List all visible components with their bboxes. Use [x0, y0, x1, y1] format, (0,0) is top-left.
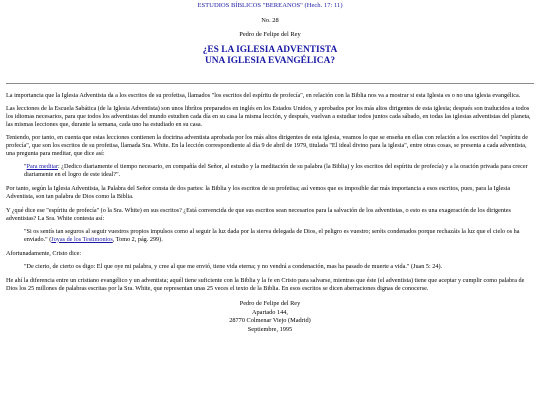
quote-para-meditar-text: : ¿Dedico diariamente el tiempo necesario, en compañía del Señor, al estudio y la meditación de su palabra (la Biblia) y los escritos del espíritu de profecía) y a la oración privada para crecer diariamente en el logro de este ideal?". — [24, 163, 528, 179]
paragraph-afortunadamente: Afortunadamente, Cristo dice: — [6, 249, 82, 257]
quote-white-text: "Si os sentís tan seguros al seguir vuestros propios impulsos como al seguir la luz dada por la sierva delegada de Dios, el peligro es vuestro; seréis condenados porque rechazáis la luz que el cielo os ha enviado." ( — [24, 227, 520, 243]
title-line-1: ¿ES LA IGLESIA ADVENTISTA — [202, 45, 338, 56]
quote-white-citation: , Tomo 2, pág. 299). — [112, 235, 163, 243]
signature-name: Pedro de Felipe del Rey — [239, 300, 301, 308]
study-number: No. 28 — [261, 16, 279, 24]
paragraph-escuela-sabatica: Las lecciones de la Escuela Sabática (de la Iglesia Adventista) son unos librítos preparados en inglés en los Estados Unidos, y aprobados por los más altos dirigentes de esta iglesia; después son traducidos a todos los idiomas necesarios, para que todos los adventistas del mundo estudien cada día en su casa la misma lección, y después, vuelvan a estudiar todos juntos cada sábado, en todas las iglesias adventistas del planeta, las mismas lecciones que, durante la semana, cada uno ha estudiado en su casa. — [6, 104, 531, 129]
paragraph-diferencia: He ahí la diferencia entre un cristiano evangélico y un adventista; aquél tiene suficiente con la Biblia y la fe en Cristo para salvarse, mientras que éste (el adventista) tiene que aceptar y cumplir como palabra de Dios los 25 millones de palabras escritas por la Sra. White, que representan unas 25 veces el texto de la Biblia. En esos escritos se dicen aberraciones dignas de conocerse. — [6, 276, 525, 292]
signature-address-1: Apartado 144, — [251, 308, 289, 316]
page-title — [6, 45, 534, 67]
signature-address-2: 28770 Colmenar Viejo (Madrid) — [229, 317, 311, 325]
series-heading: ESTUDIOS BÍBLICOS "BEREANOS" (Hech. 17: 11) — [197, 2, 343, 9]
document-page — [0, 2, 540, 407]
paragraph-espiritu-profecia: Y ¿qué dice ese "espíritu de profecía" (o la Sra. White) en sus escritos? ¿Está convencida de que sus escritos sean necesarios para la salvación de los adventistas, o esto es una exageración de los dirigentes adventistas? La Sra. White contesta así: — [6, 206, 511, 222]
signature-block — [6, 300, 534, 334]
title-line-2: UNA IGLESIA EVANGÉLICA? — [204, 56, 336, 67]
author-name: Pedro de Felipe del Rey — [239, 30, 301, 38]
quote-open-mark: " — [24, 163, 27, 171]
para-meditar-link[interactable]: Para meditar — [26, 163, 58, 171]
joyas-testimonios-link[interactable]: Joyas de los Testimonios — [51, 235, 113, 243]
section-divider — [6, 83, 534, 84]
quote-para-meditar — [24, 163, 534, 179]
paragraph-intro: La importancia que la Iglesia Adventista da a los escritos de su profetisa, llamados "los escritos del espíritu de profecía", en relación con la Biblia nos va a mostrar si esta Iglesia es o no una iglesia evangélica. — [6, 91, 521, 99]
paragraph-lecciones: Teniendo, por tanto, en cuenta que estas lecciones contienen la doctrina adventista aprobada por los más altos dirigentes de esta iglesia, veamos lo que se enseña en ellas con relación a los escritos del "espíritu de profecía", que son los escritos de su profetisa, llamada Sra. White. En la lección correspondiente al día 9 de abril de 1979, titulada "El ideal divino para la iglesia", entre otras cosas, se presenta a cada adventista, una pregunta para meditar, que dice así: — [6, 134, 529, 158]
quote-white — [24, 228, 534, 244]
paragraph-palabra-del-senor: Por tanto, según la Iglesia Adventista, la Palabra del Señor consta de dos partes: la Biblia y los escritos de su profetisa; así vemos que es imposible dar más importancia a esos escritos, pues, para la Iglesia Adventista, son tan palabra de Dios como la Biblia. — [6, 185, 511, 201]
signature-date: Septiembre, 1995 — [247, 325, 293, 333]
quote-juan: "De cierto, de cierto os digo: El que oye mi palabra, y cree al que me envió, tiene vida eterna; y no vendrá a condenación, mas ha pasado de muerte a vida." (Juan 5: 24). — [24, 262, 443, 270]
